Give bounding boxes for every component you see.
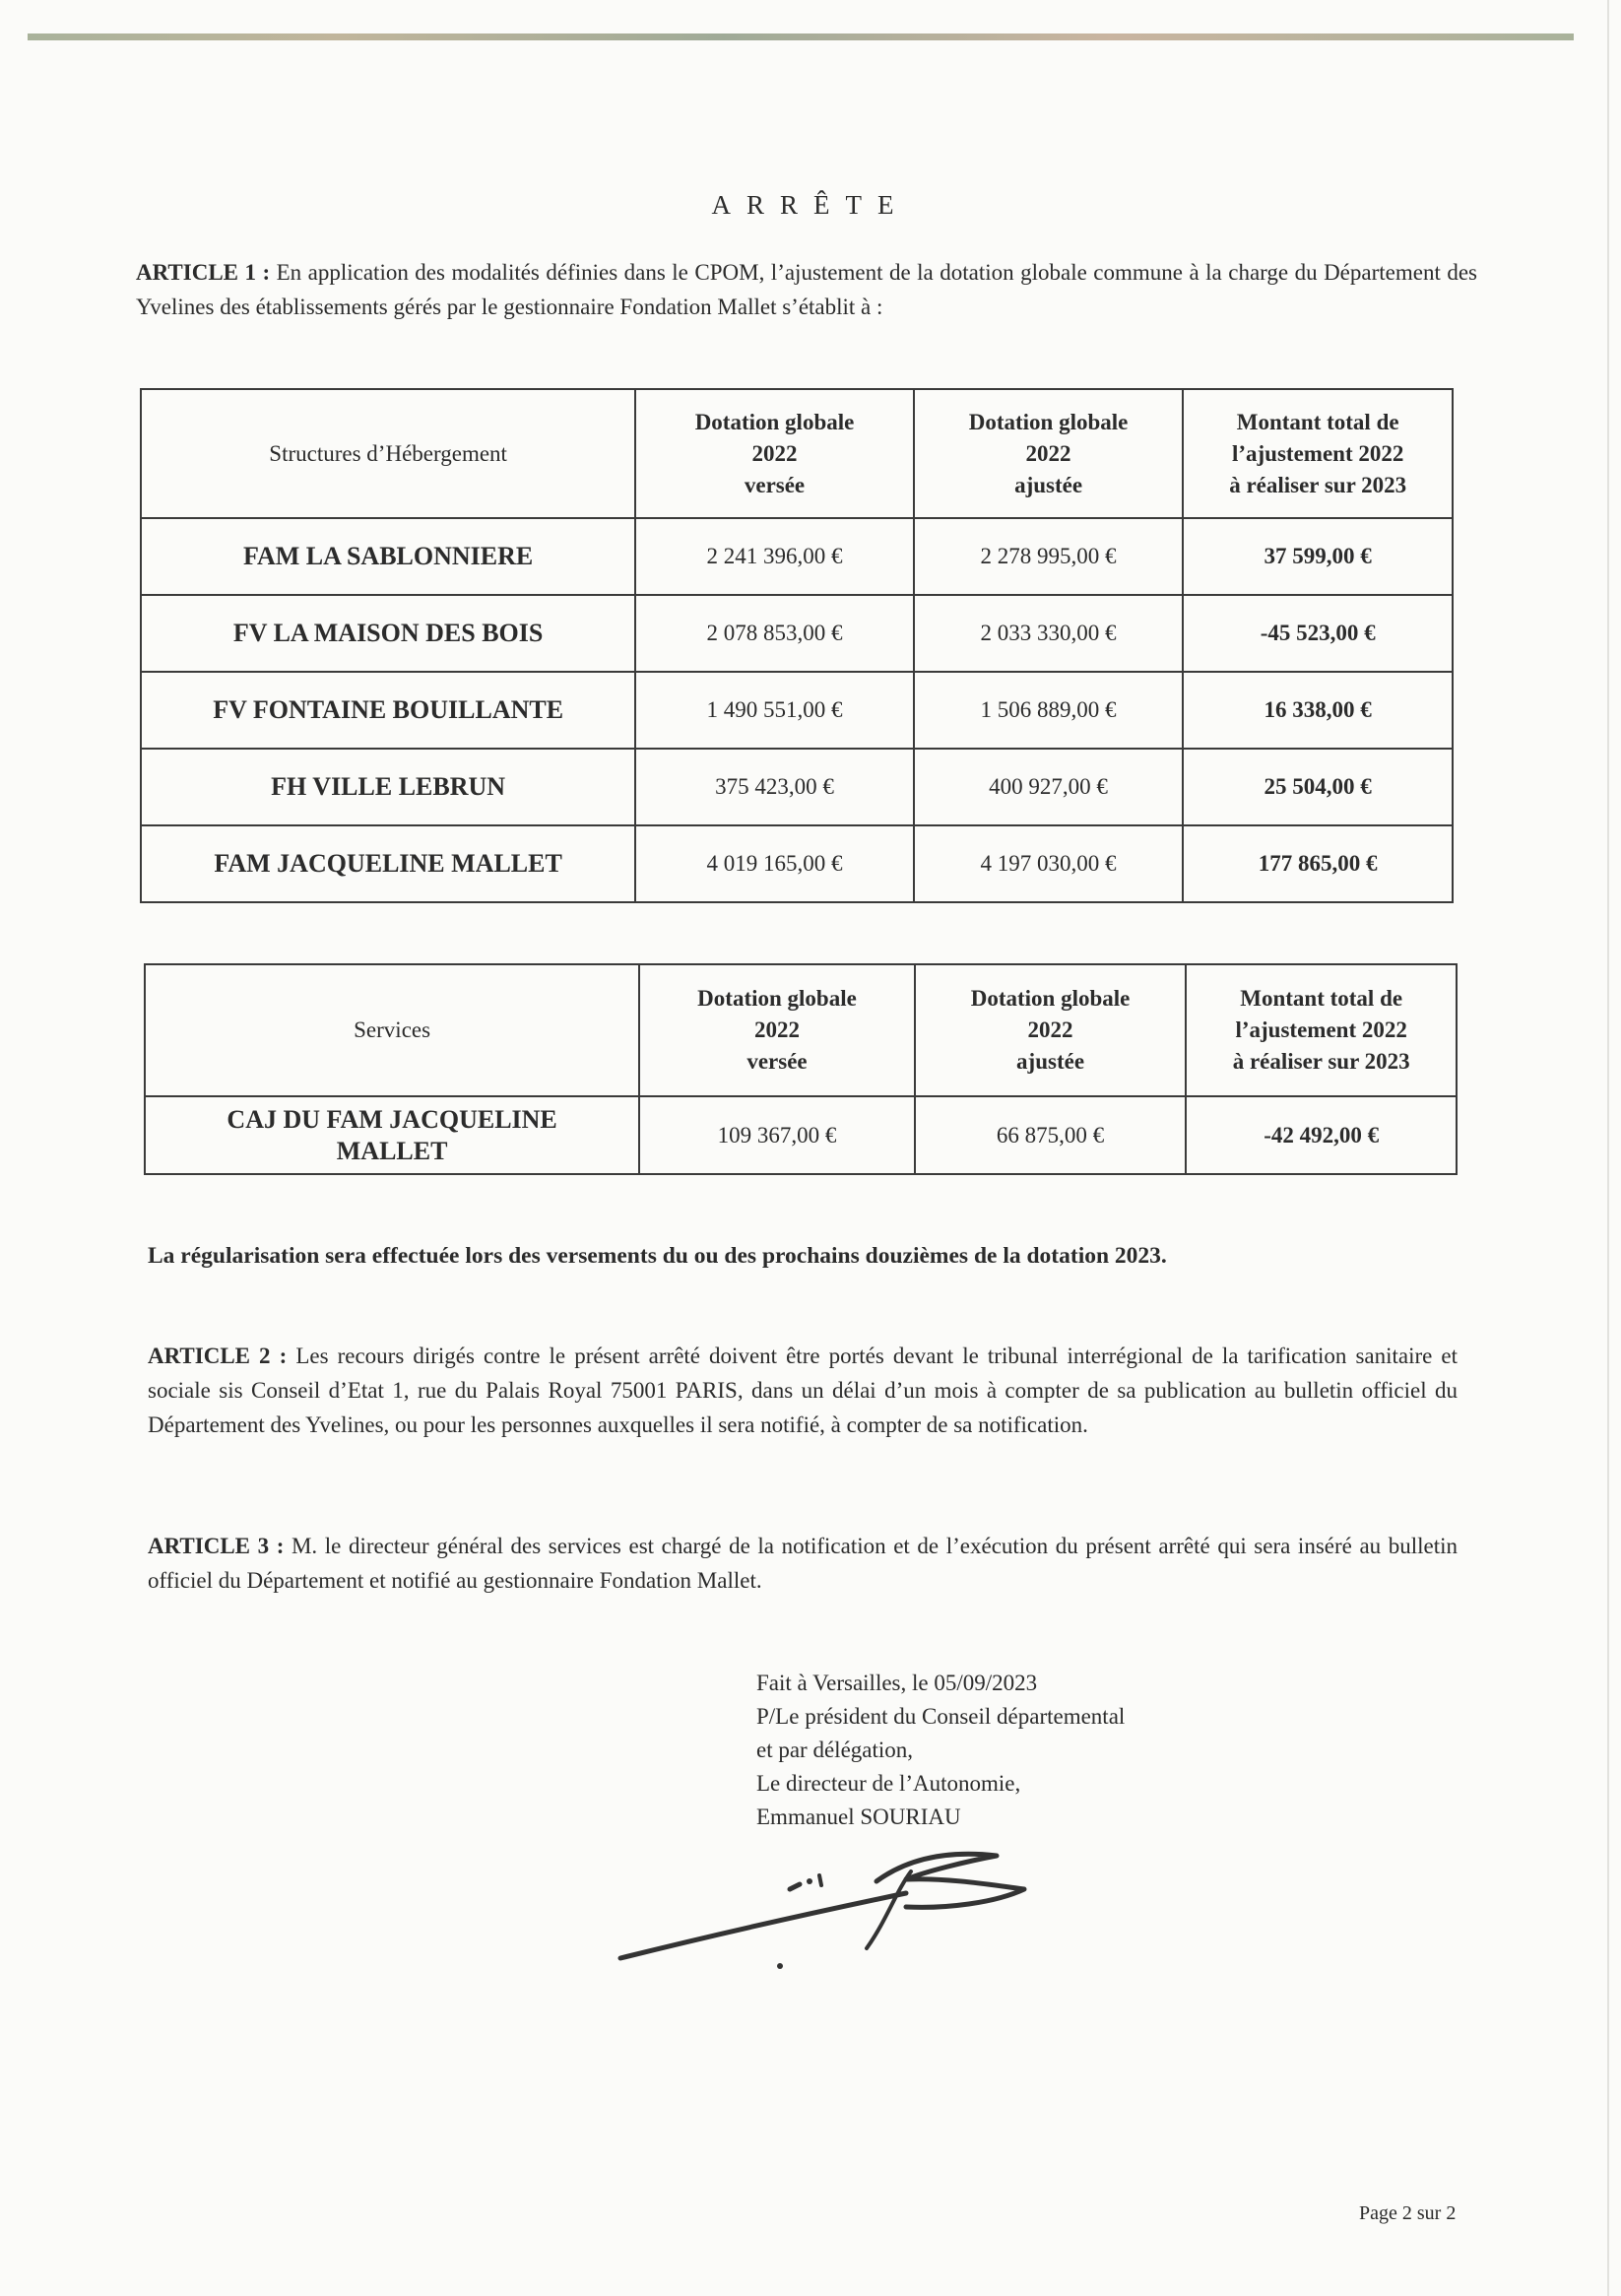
- sign-title: Le directeur de l’Autonomie,: [756, 1771, 1021, 1796]
- col-header-total: Montant total de l’ajustement 2022 à réaliser sur 2023: [1186, 964, 1457, 1096]
- sign-name: Emmanuel SOURIAU: [756, 1804, 961, 1829]
- dotation-versee: 2 241 396,00 €: [635, 518, 914, 595]
- structure-name: FV LA MAISON DES BOIS: [141, 595, 635, 672]
- table-row: [141, 825, 1453, 902]
- article-3-label: ARTICLE 3 :: [148, 1534, 285, 1558]
- sign-delegation: et par délégation,: [756, 1738, 914, 1762]
- structure-name: FH VILLE LEBRUN: [141, 749, 635, 825]
- table-row: [141, 595, 1453, 672]
- article-1: [136, 255, 1477, 324]
- page-number: Page 2 sur 2: [1359, 2202, 1457, 2224]
- top-border-stripe: [28, 33, 1574, 40]
- table-row: [141, 749, 1453, 825]
- signature-block: [756, 1667, 1125, 1834]
- col-header-total: Montant total de l’ajustement 2022 à réaliser sur 2023: [1183, 389, 1453, 518]
- col-header-structure: Structures d’Hébergement: [141, 389, 635, 518]
- page-title: ARRÊTE: [711, 190, 910, 220]
- table-row: [141, 672, 1453, 749]
- dotation-versee: 109 367,00 €: [639, 1096, 915, 1174]
- page-edge: [1607, 0, 1609, 2296]
- article-3: [148, 1529, 1458, 1598]
- article-1-text: En application des modalités définies dans le CPOM, l’ajustement de la dotation globale commune à la charge du Département des Yvelines des établissements gérés par le gestionnaire Fondation Mallet s’établit à :: [136, 260, 1477, 319]
- article-3-text: M. le directeur général des services est chargé de la notification et de l’exécution du présent arrêté qui sera inséré au bulletin officiel du Département et notifié au gestionnaire Fondation Mallet.: [148, 1534, 1459, 1593]
- structure-name: FV FONTAINE BOUILLANTE: [141, 672, 635, 749]
- ajustement-total: 177 865,00 €: [1183, 825, 1453, 902]
- handwritten-signature: [611, 1832, 1044, 1980]
- col-header-versee: Dotation globale 2022 versée: [639, 964, 915, 1096]
- col-header-ajustee: Dotation globale 2022 ajustée: [915, 964, 1187, 1096]
- ajustement-total: 37 599,00 €: [1183, 518, 1453, 595]
- article-2: [148, 1339, 1458, 1442]
- dotation-versee: 375 423,00 €: [635, 749, 914, 825]
- dotation-ajustee: 2 278 995,00 €: [914, 518, 1184, 595]
- ajustement-total: -45 523,00 €: [1183, 595, 1453, 672]
- dotation-ajustee: 1 506 889,00 €: [914, 672, 1184, 749]
- col-header-ajustee: Dotation globale 2022 ajustée: [914, 389, 1184, 518]
- col-header-versee: Dotation globale 2022 versée: [635, 389, 914, 518]
- sign-place-date: Fait à Versailles, le 05/09/2023: [756, 1671, 1038, 1695]
- dotation-versee: 2 078 853,00 €: [635, 595, 914, 672]
- dotation-versee: 1 490 551,00 €: [635, 672, 914, 749]
- services-table: [144, 963, 1458, 1175]
- regularisation-note: La régularisation sera effectuée lors des versements du ou des prochains douzièmes de la dotation 2023.: [148, 1243, 1167, 1269]
- service-name: CAJ DU FAM JACQUELINE MALLET: [145, 1096, 639, 1174]
- dotation-ajustee: 2 033 330,00 €: [914, 595, 1184, 672]
- article-2-text: Les recours dirigés contre le présent arrêté doivent être portés devant le tribunal interrégional de la tarification sanitaire et sociale sis Conseil d’Etat 1, rue du Palais Royal 75001 PARIS, dans un délai d’un mois à compter de sa publication au bulletin officiel du Département des Yvelines, ou pour les personnes auxquelles il sera notifié, à compter de sa notification.: [148, 1344, 1459, 1437]
- structure-name: FAM JACQUELINE MALLET: [141, 825, 635, 902]
- ajustement-total: -42 492,00 €: [1186, 1096, 1457, 1174]
- structure-name: FAM LA SABLONNIERE: [141, 518, 635, 595]
- dotation-versee: 4 019 165,00 €: [635, 825, 914, 902]
- sign-authority: P/Le président du Conseil départemental: [756, 1704, 1126, 1729]
- col-header-services: Services: [145, 964, 639, 1096]
- ajustement-total: 16 338,00 €: [1183, 672, 1453, 749]
- ajustement-total: 25 504,00 €: [1183, 749, 1453, 825]
- dotation-ajustee: 4 197 030,00 €: [914, 825, 1184, 902]
- table-header-row: [145, 964, 1457, 1096]
- hebergement-table: [140, 388, 1454, 903]
- article-2-label: ARTICLE 2 :: [148, 1344, 288, 1368]
- table-row: [145, 1096, 1457, 1174]
- dotation-ajustee: 400 927,00 €: [914, 749, 1184, 825]
- table-row: [141, 518, 1453, 595]
- table-header-row: [141, 389, 1453, 518]
- dotation-ajustee: 66 875,00 €: [915, 1096, 1187, 1174]
- article-1-label: ARTICLE 1 :: [136, 260, 271, 285]
